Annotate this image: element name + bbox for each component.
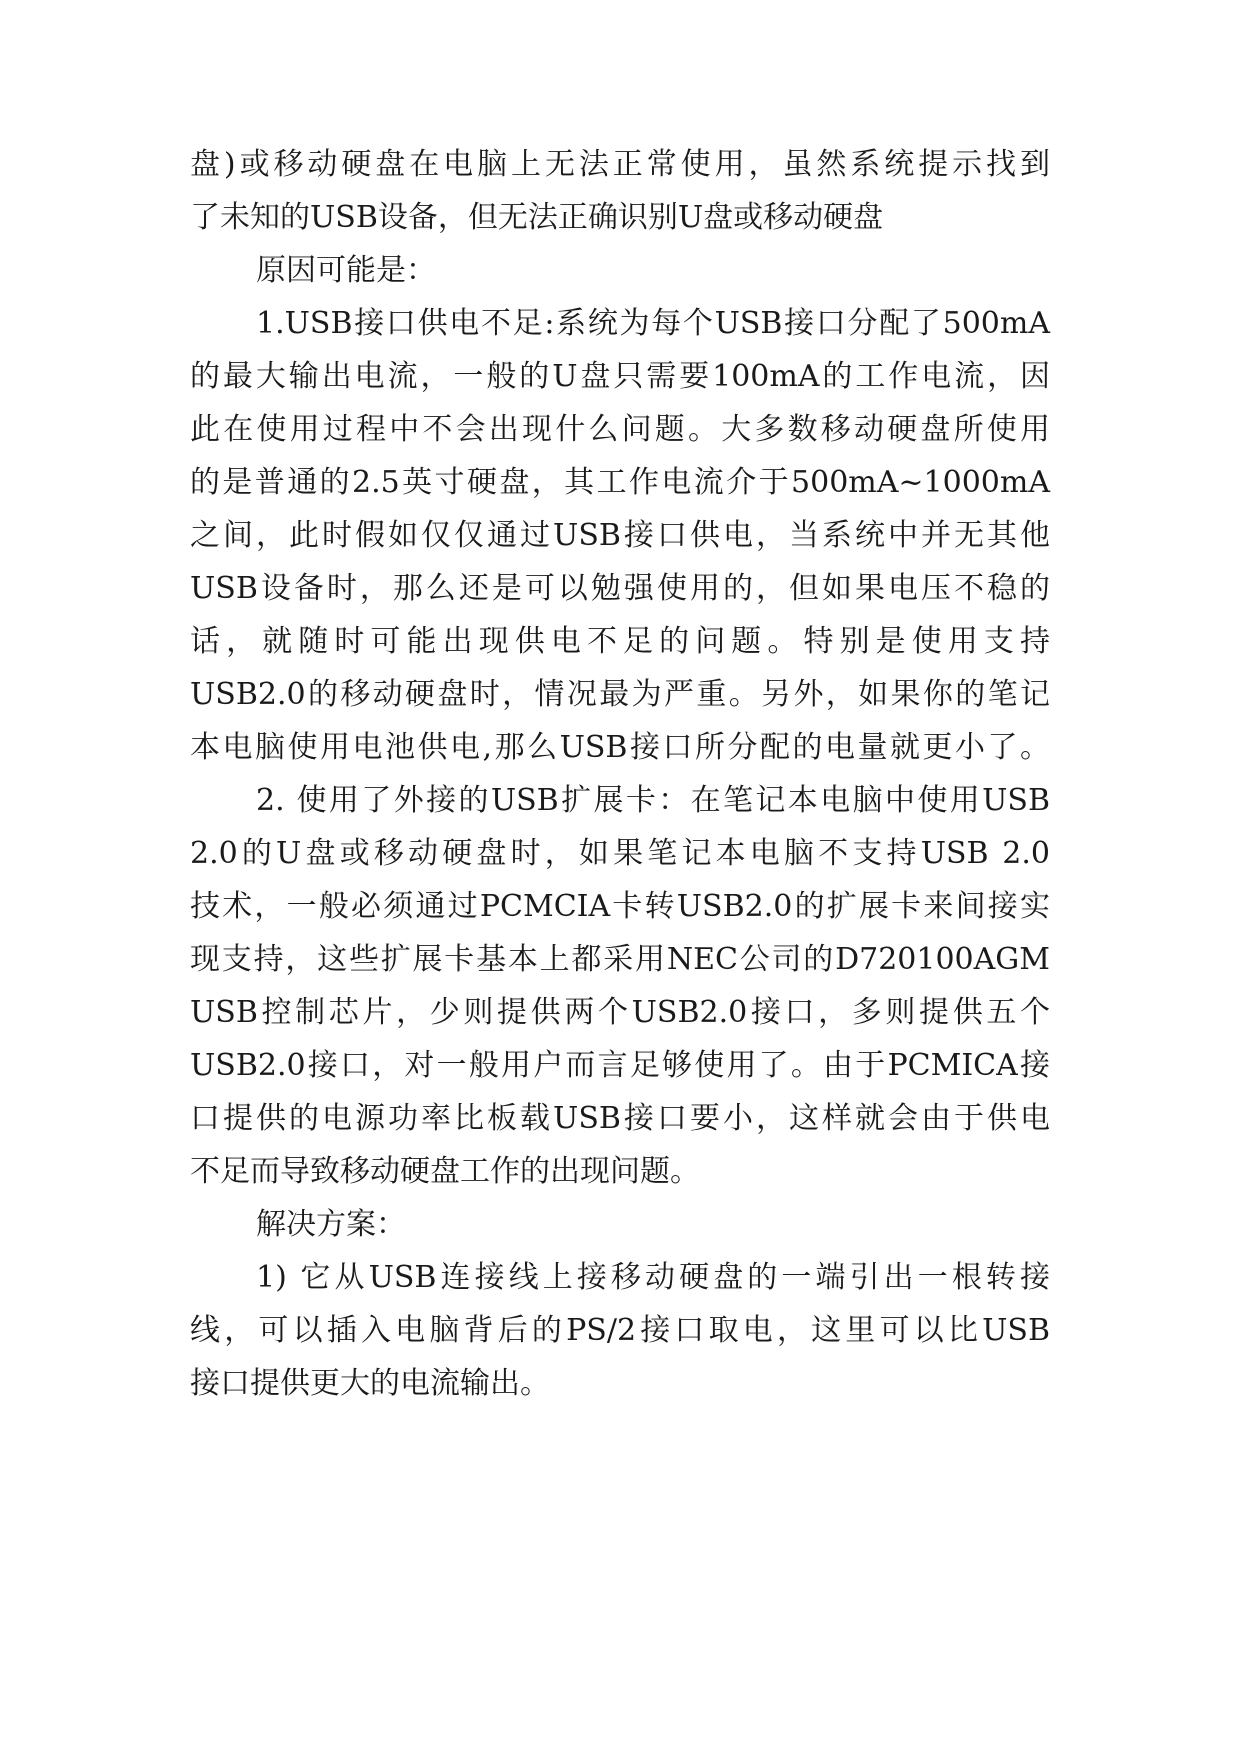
text-line: 技术，一般必须通过PCMCIA卡转USB2.0的扩展卡来间接实 <box>190 889 1050 924</box>
text-line: 话，就随时可能出现供电不足的问题。特别是使用支持 <box>190 624 1050 659</box>
text-line: 1.USB接口供电不足:系统为每个USB接口分配了500mA <box>256 306 1050 341</box>
text-line: 了未知的USB设备，但无法正确识别U盘或移动硬盘 <box>190 200 884 235</box>
text-line: 不足而导致移动硬盘工作的出现问题。 <box>190 1154 700 1189</box>
text-line: 2. 使用了外接的USB扩展卡：在笔记本电脑中使用USB <box>256 783 1050 818</box>
text-line: USB2.0的移动硬盘时，情况最为严重。另外，如果你的笔记 <box>190 677 1050 712</box>
text-line: 的最大输出电流，一般的U盘只需要100mA的工作电流，因 <box>190 359 1050 394</box>
text-line: 线，可以插入电脑背后的PS/2接口取电，这里可以比USB <box>190 1313 1050 1348</box>
text-line: 口提供的电源功率比板载USB接口要小，这样就会由于供电 <box>190 1101 1050 1136</box>
text-line: 现支持，这些扩展卡基本上都采用NEC公司的D720100AGM <box>190 942 1050 977</box>
text-line: 本电脑使用电池供电,那么USB接口所分配的电量就更小了。 <box>190 730 1050 765</box>
text-line: USB2.0接口，对一般用户而言足够使用了。由于PCMICA接 <box>190 1048 1050 1083</box>
text-line: 接口提供更大的电流输出。 <box>190 1366 550 1401</box>
section-heading-solutions: 解决方案： <box>256 1207 406 1242</box>
text-line: 的是普通的2.5英寸硬盘，其工作电流介于500mA~1000mA <box>190 465 1050 500</box>
text-line: USB设备时，那么还是可以勉强使用的，但如果电压不稳的 <box>190 571 1050 606</box>
text-line: 此在使用过程中不会出现什么问题。大多数移动硬盘所使用 <box>190 412 1050 447</box>
text-line: 盘)或移动硬盘在电脑上无法正常使用，虽然系统提示找到 <box>190 147 1050 182</box>
text-line: USB控制芯片，少则提供两个USB2.0接口，多则提供五个 <box>190 995 1050 1030</box>
text-line: 1) 它从USB连接线上接移动硬盘的一端引出一根转接 <box>256 1260 1050 1295</box>
section-heading-causes: 原因可能是： <box>256 253 436 288</box>
text-line: 之间，此时假如仅仅通过USB接口供电，当系统中并无其他 <box>190 518 1050 553</box>
text-line: 2.0的U盘或移动硬盘时，如果笔记本电脑不支持USB 2.0 <box>190 836 1050 871</box>
